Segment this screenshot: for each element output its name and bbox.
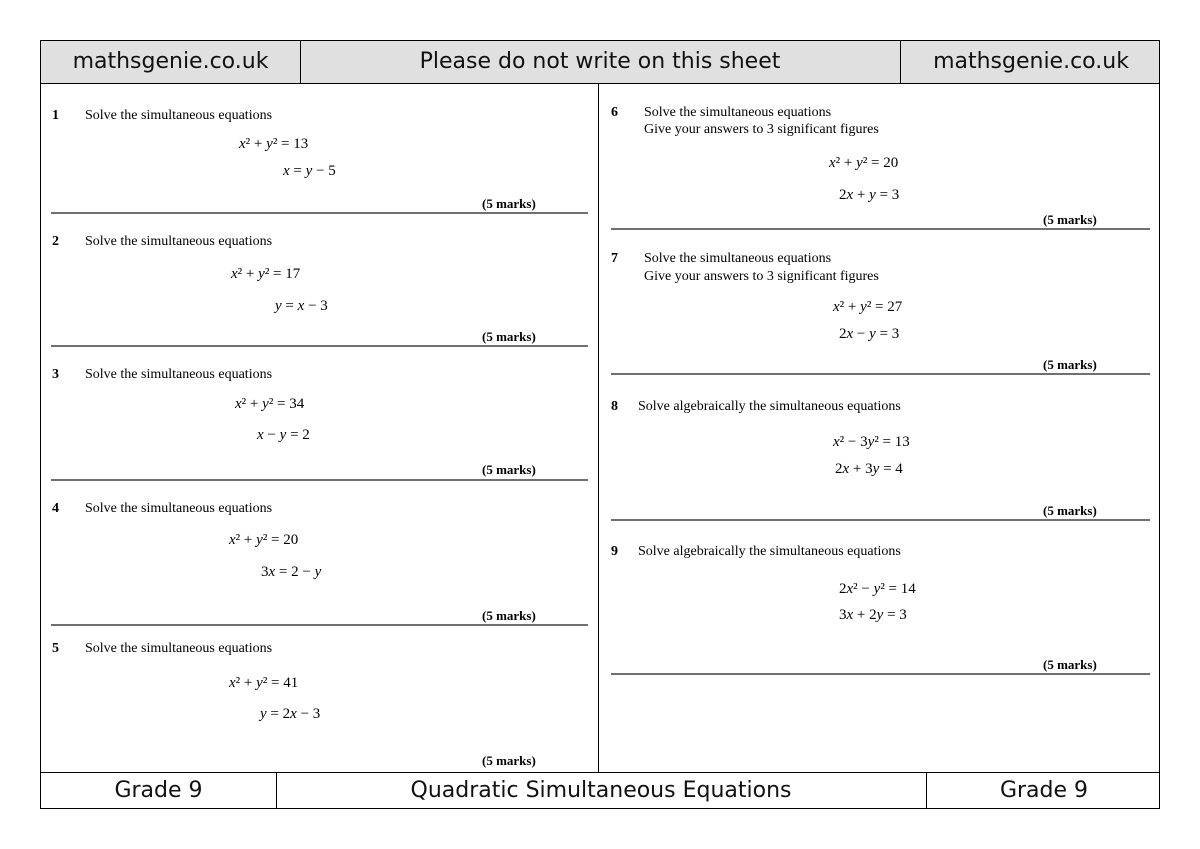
footer-topic: Quadratic Simultaneous Equations [410,778,792,803]
column-divider [598,84,599,772]
question-separator [51,479,588,481]
question-separator [51,624,588,626]
equation: x = y − 5 [283,163,336,179]
question-number: 4 [52,501,59,516]
question-text: Solve algebraically the simultaneous equations [638,544,901,559]
equation: x² + y² = 17 [231,266,301,282]
question-separator [611,519,1150,521]
equation: 2x + y = 3 [839,187,900,203]
question-separator [51,212,588,214]
question-number: 6 [611,105,618,120]
footer-grade-left: Grade 9 [41,773,277,808]
question-text: Solve the simultaneous equations [85,108,273,123]
marks-label: (5 marks) [1043,657,1097,672]
marks-label: (5 marks) [1043,503,1097,518]
question-text: Solve the simultaneous equations [85,234,273,249]
worksheet [40,40,1160,809]
marks-label: (5 marks) [1043,212,1097,227]
footer-grade-right: Grade 9 [926,773,1161,808]
question-number: 9 [611,544,618,559]
header-site-left: mathsgenie.co.uk [41,41,301,83]
question-number: 7 [611,251,618,266]
equation: 2x − y = 3 [839,326,900,342]
marks-label: (5 marks) [482,196,536,211]
equation: y = x − 3 [275,298,328,314]
header-notice: Please do not write on this sheet [419,49,781,74]
marks-label: (5 marks) [482,462,536,477]
equation: 3x = 2 − y [261,564,322,580]
question-text: Solve the simultaneous equations [644,105,832,120]
equation: x² + y² = 13 [239,136,309,152]
equation: x² + y² = 41 [229,675,299,691]
question-text: Solve the simultaneous equations [85,501,273,516]
question-text: Solve algebraically the simultaneous equations [638,399,901,414]
marks-label: (5 marks) [482,608,536,623]
equation: x² + y² = 34 [235,396,305,412]
question-separator [611,228,1150,230]
equation: y = 2x − 3 [260,706,321,722]
header-bar [41,41,1159,84]
question-number: 1 [52,108,59,123]
question-number: 5 [52,641,59,656]
marks-label: (5 marks) [482,329,536,344]
equation: x² + y² = 27 [833,299,903,315]
question-number: 3 [52,367,59,382]
footer-bar [41,772,1159,808]
equation: x² + y² = 20 [829,155,899,171]
equation: x² − 3y² = 13 [833,434,910,450]
question-number: 2 [52,234,59,249]
question-text: Solve the simultaneous equations [85,367,273,382]
equation: x − y = 2 [257,427,310,443]
equation: 2x² − y² = 14 [839,581,916,597]
equation: 3x + 2y = 3 [839,607,907,623]
header-site-right: mathsgenie.co.uk [900,41,1161,83]
question-text: Solve the simultaneous equations [85,641,273,656]
question-text: Solve the simultaneous equations [644,251,832,266]
equation: 2x + 3y = 4 [835,461,903,477]
question-separator [51,345,588,347]
marks-label: (5 marks) [1043,357,1097,372]
marks-label: (5 marks) [482,753,536,768]
question-text: Give your answers to 3 significant figures [644,122,879,137]
question-number: 8 [611,399,618,414]
equation: x² + y² = 20 [229,532,299,548]
question-text: Give your answers to 3 significant figures [644,269,879,284]
question-separator [611,373,1150,375]
question-separator [611,673,1150,675]
